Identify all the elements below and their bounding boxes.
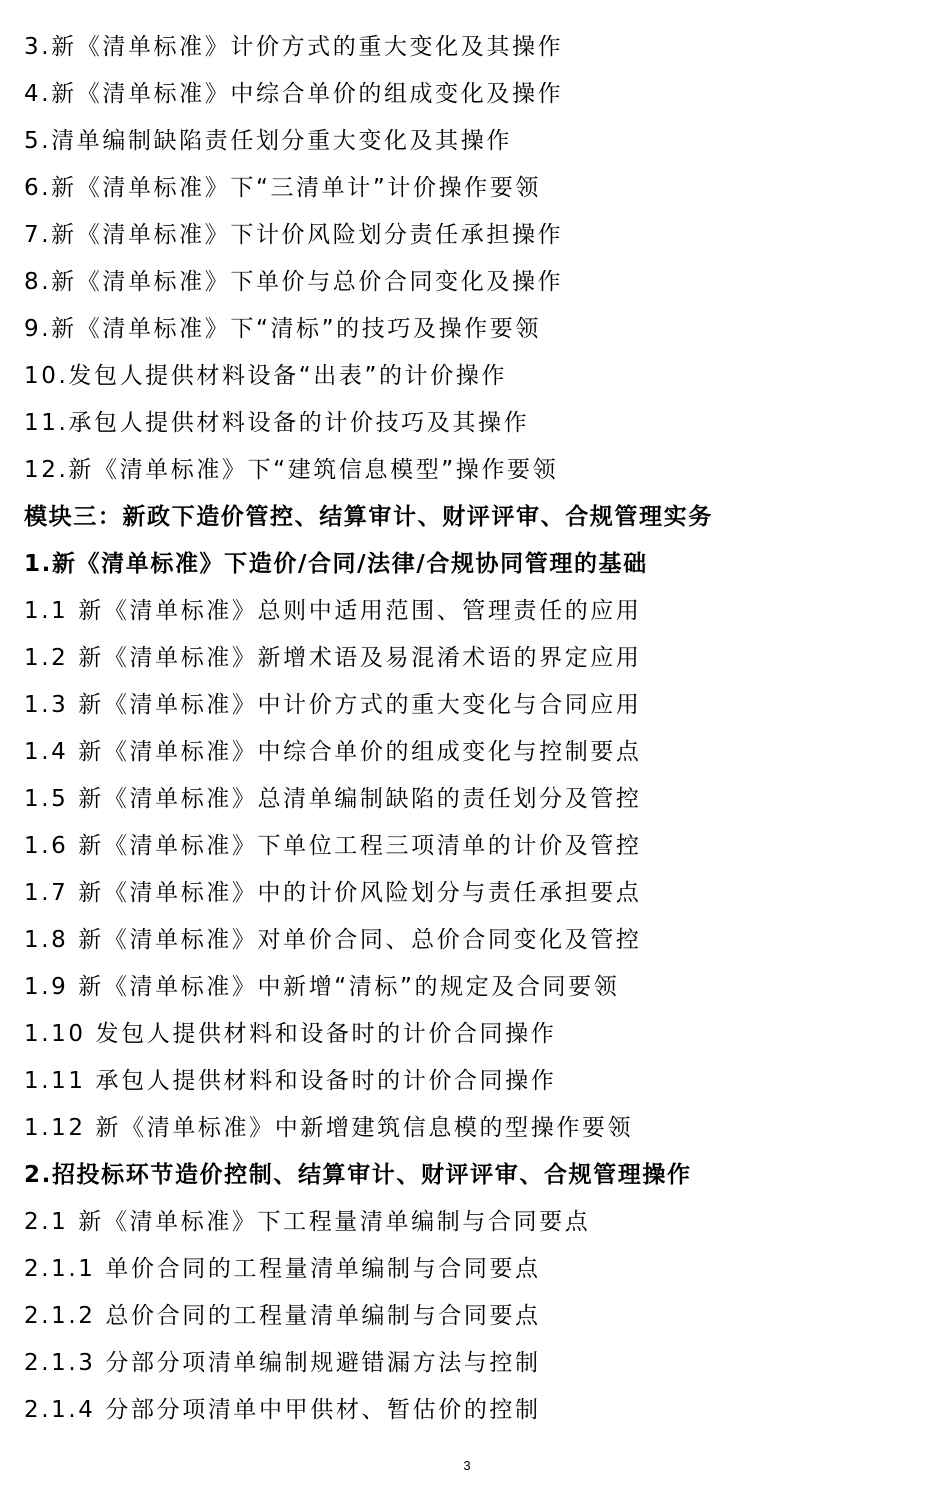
text-line: 2.1.1 单价合同的工程量清单编制与合同要点 — [24, 1256, 541, 1282]
text-line: 5.清单编制缺陷责任划分重大变化及其操作 — [24, 128, 512, 154]
text-line: 4.新《清单标准》中综合单价的组成变化及操作 — [24, 81, 564, 107]
text-line: 6.新《清单标准》下“三清单计”计价操作要领 — [24, 175, 541, 201]
text-line: 12.新《清单标准》下“建筑信息模型”操作要领 — [24, 457, 559, 483]
text-line: 1.5 新《清单标准》总清单编制缺陷的责任划分及管控 — [24, 786, 642, 812]
text-line: 10.发包人提供材料设备“出表”的计价操作 — [24, 363, 508, 389]
text-line: 11.承包人提供材料设备的计价技巧及其操作 — [24, 410, 530, 436]
section-heading: 2.招投标环节造价控制、结算审计、财评评审、合规管理操作 — [24, 1162, 692, 1188]
page-number: 3 — [463, 1458, 471, 1473]
text-line: 8.新《清单标准》下单价与总价合同变化及操作 — [24, 269, 564, 295]
text-line: 1.7 新《清单标准》中的计价风险划分与责任承担要点 — [24, 880, 642, 906]
text-line: 2.1 新《清单标准》下工程量清单编制与合同要点 — [24, 1209, 591, 1235]
text-line: 1.4 新《清单标准》中综合单价的组成变化与控制要点 — [24, 739, 642, 765]
text-line: 1.6 新《清单标准》下单位工程三项清单的计价及管控 — [24, 833, 642, 859]
module-heading: 模块三：新政下造价管控、结算审计、财评评审、合规管理实务 — [24, 504, 713, 530]
text-line: 2.1.2 总价合同的工程量清单编制与合同要点 — [24, 1303, 541, 1329]
text-line: 1.11 承包人提供材料和设备时的计价合同操作 — [24, 1068, 557, 1094]
text-line: 1.2 新《清单标准》新增术语及易混淆术语的界定应用 — [24, 645, 642, 671]
text-line: 7.新《清单标准》下计价风险划分责任承担操作 — [24, 222, 564, 248]
text-line: 3.新《清单标准》计价方式的重大变化及其操作 — [24, 34, 564, 60]
text-line: 1.9 新《清单标准》中新增“清标”的规定及合同要领 — [24, 974, 620, 1000]
text-line: 2.1.4 分部分项清单中甲供材、暂估价的控制 — [24, 1397, 541, 1423]
text-line: 2.1.3 分部分项清单编制规避错漏方法与控制 — [24, 1350, 541, 1376]
text-line: 1.1 新《清单标准》总则中适用范围、管理责任的应用 — [24, 598, 642, 624]
document-body — [24, 24, 924, 1434]
text-line: 1.12 新《清单标准》中新增建筑信息模的型操作要领 — [24, 1115, 634, 1141]
text-line: 9.新《清单标准》下“清标”的技巧及操作要领 — [24, 316, 541, 342]
text-line: 1.3 新《清单标准》中计价方式的重大变化与合同应用 — [24, 692, 642, 718]
text-line: 1.8 新《清单标准》对单价合同、总价合同变化及管控 — [24, 927, 642, 953]
text-line: 1.10 发包人提供材料和设备时的计价合同操作 — [24, 1021, 557, 1047]
section-heading: 1.新《清单标准》下造价/合同/法律/合规协同管理的基础 — [24, 551, 648, 577]
